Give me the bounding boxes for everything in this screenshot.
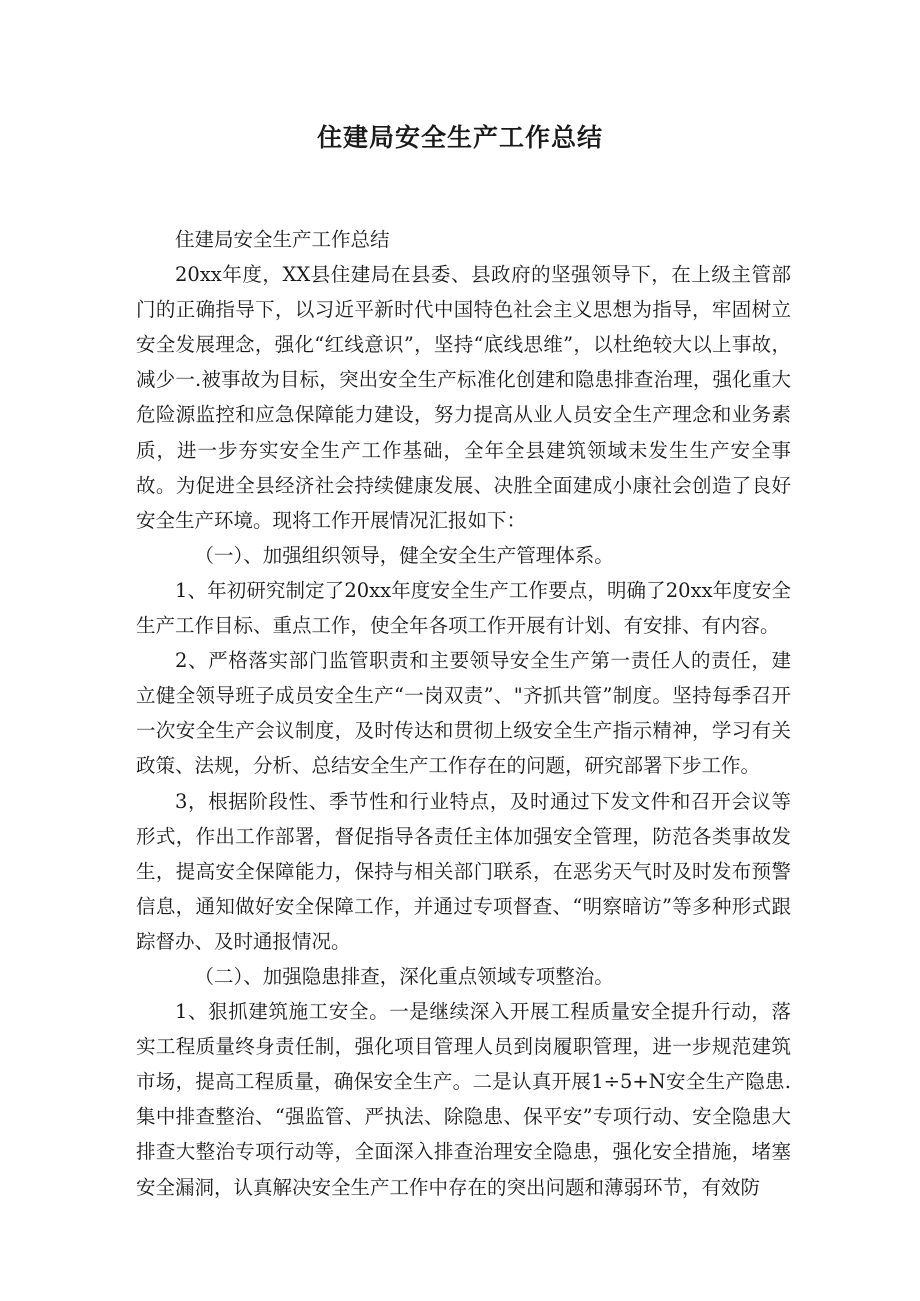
document-body: [136, 222, 791, 1205]
intro-paragraph: 20xx年度，XX县住建局在县委、县政府的坚强领导下，在上级主管部门的正确指导下，以习近平新时代中国特色社会主义思想为指导，牢固树立安全发展理念，强化“红线意识”，坚持“底线思维”，以杜绝较大以上事故，减少一.被事故为目标，突出安全生产标准化创建和隐患排查治理，强化重大危险源监控和应急保障能力建设，努力提高从业人员安全生产理念和业务素质，进一步夯实安全生产工作基础，全年全县建筑领域未发生生产安全事故。为促进全县经济社会持续健康发展、决胜全面建成小康社会创造了良好安全生产环境。现将工作开展情况汇报如下：: [136, 263, 791, 532]
body-subtitle: 住建局安全生产工作总结: [175, 228, 390, 251]
section-1-item-3: 3，根据阶段性、季节性和行业特点，及时通过下发文件和召开会议等形式，作出工作部署，督促指导各责任主体加强安全管理，防范各类事故发生，提高安全保障能力，保持与相关部门联系，在恶劣天气时及时发布预警信息，通知做好安全保障工作，并通过专项督查、“明察暗访”等多种形式跟踪督办、及时通报情况。: [136, 789, 791, 953]
section-heading-2: （二）、加强隐患排查，深化重点领域专项整治。: [194, 964, 614, 988]
document-title: 住建局安全生产工作总结: [316, 123, 603, 152]
section-1-item-2: 2、严格落实部门监管职责和主要领导安全生产第一责任人的责任，建立健全领导班子成员安全生产“一岗双责”、"齐抓共管”制度。坚持每季召开一次安全生产会议制度，及时传达和贯彻上级安全生产指示精神，学习有关政策、法规，分析、总结安全生产工作存在的问题，研究部署下步工作。: [136, 649, 791, 778]
section-1-item-1: 1、年初研究制定了20xx年度安全生产工作要点，明确了20xx年度安全生产工作目标、重点工作，使全年各项工作开展有计划、有安排、有内容。: [136, 578, 791, 638]
section-heading-1: （一）、加强组织领导，健全安全生产管理体系。: [194, 543, 614, 567]
section-2-item-1: 1、狠抓建筑施工安全。一是继续深入开展工程质量安全提升行动，落实工程质量终身责任制，强化项目管理人员到岗履职管理，进一步规范建筑市场，提高工程质量，确保安全生产。二是认真开展1÷5+N安全生产隐患.集中排查整治、“强监管、严执法、除隐患、保平安”专项行动、安全隐患大排查大整治专项行动等，全面深入排查治理安全隐患，强化安全措施，堵塞安全漏洞，认真解决安全生产工作中存在的突出问题和薄弱环节，有效防: [136, 1000, 791, 1199]
